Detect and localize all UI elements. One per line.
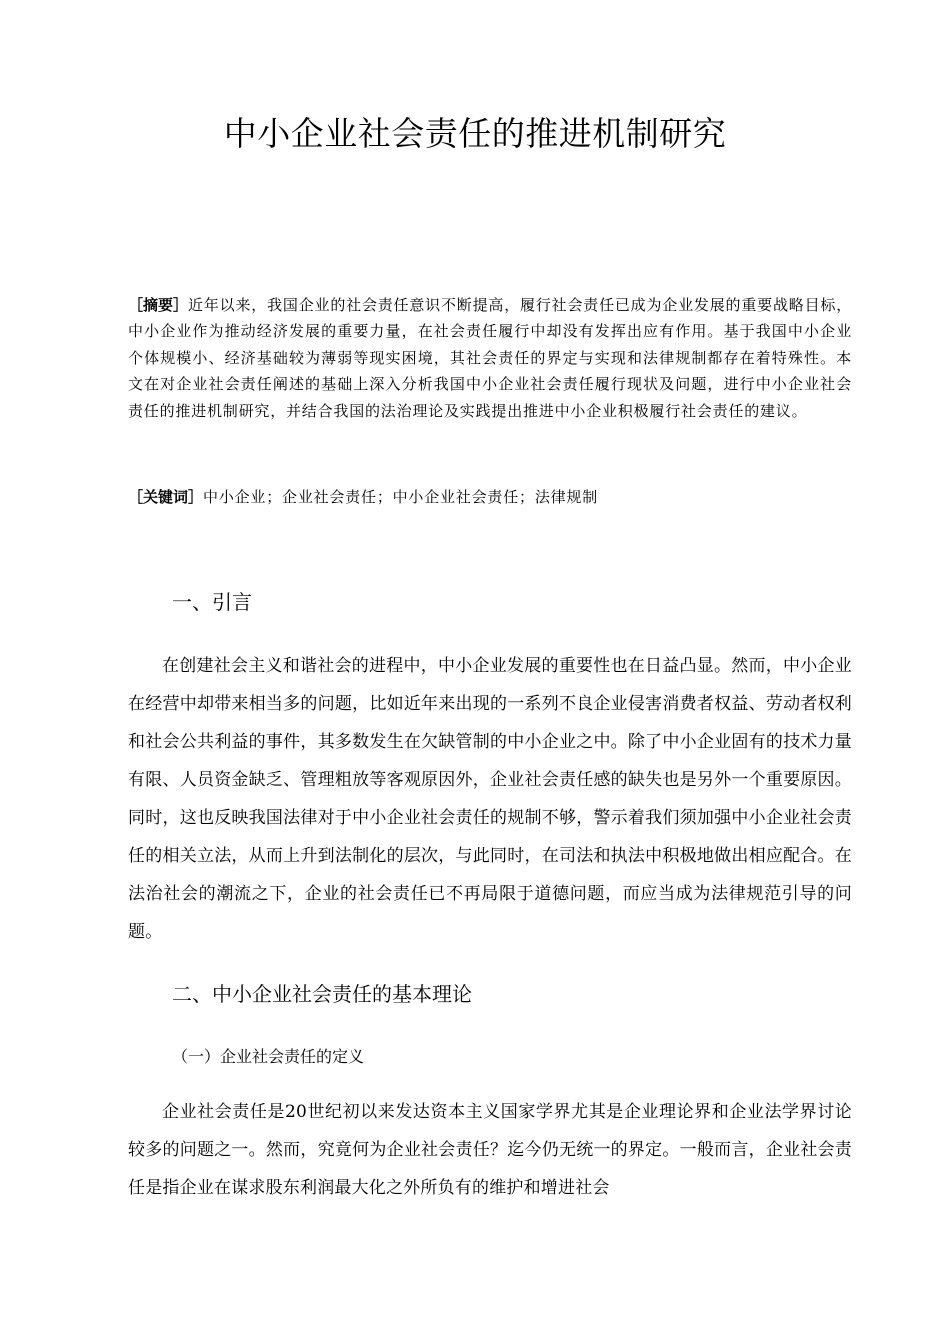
abstract-label: ［摘要］ [128,296,189,314]
keywords-block [128,484,852,510]
keywords-label: ［关键词］ [128,488,204,506]
introduction-paragraph: 在创建社会主义和谐社会的进程中，中小企业发展的重要性也在日益凸显。然而，中小企业在经营中却带来相当多的问题，比如近年来出现的一系列不良企业侵害消费者权益、劳动者权利和社会公共利益的事件，其多数发生在欠缺管制的中小企业之中。除了中小企业固有的技术力量有限、人员资金缺乏、管理粗放等客观原因外，企业社会责任感的缺失也是另外一个重要原因。同时，这也反映我国法律对于中小企业社会责任的规制不够，警示着我们须加强中小企业社会责任的相关立法，从而上升到法制化的层次，与此同时，在司法和执法中积极地做出相应配合。在法治社会的潮流之下，企业的社会责任已不再局限于道德问题，而应当成为法律规范引导的问题。 [128,656,852,942]
section-heading-basic-theory: 二、中小企业社会责任的基本理论 [172,982,472,1006]
section-heading-introduction: 一、引言 [172,590,252,614]
abstract-text: 近年以来，我国企业的社会责任意识不断提高，履行社会责任已成为企业发展的重要战略目标，中小企业作为推动经济发展的重要力量，在社会责任履行中却没有发挥出应有作用。基于我国中小企业个体规模小、经济基础较为薄弱等现实困境，其社会责任的界定与实现和法律规制都存在着特殊性。本文在对企业社会责任阐述的基础上深入分析我国中小企业社会责任履行现状及问题，进行中小企业社会责任的推进机制研究，并结合我国的法治理论及实践提出推进中小企业积极履行社会责任的建议。 [128,296,852,420]
abstract-block [128,292,852,424]
keywords-text: 中小企业；企业社会责任；中小企业社会责任；法律规制 [203,488,599,506]
definition-paragraph: 企业社会责任是20世纪初以来发达资本主义国家学界尤其是企业理论界和企业法学界讨论较多的问题之一。然而，究竟何为企业社会责任？迄今仍无统一的界定。一般而言，企业社会责任是指企业在谋求股东利润最大化之外所负有的维护和增进社会 [128,1102,852,1198]
document-title: 中小企业社会责任的推进机制研究 [223,114,727,153]
subsection-heading-definition: （一）企业社会责任的定义 [172,1047,365,1066]
